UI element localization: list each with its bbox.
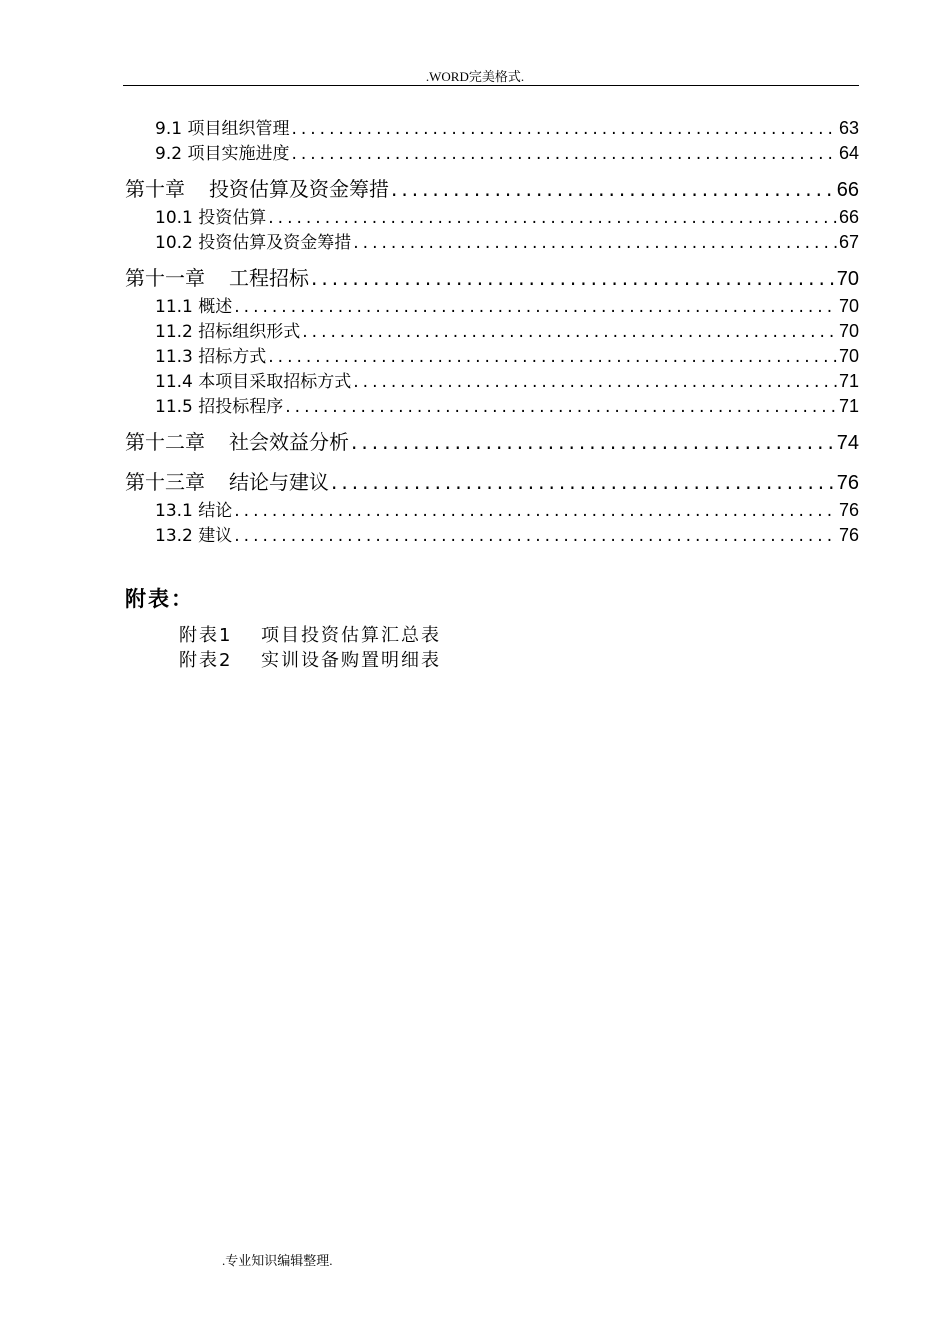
dot-leader [234,501,837,521]
dot-leader [353,372,837,392]
toc-entry-label: 11.2 招标组织形式 [155,322,301,342]
appendix-heading: 附表： [125,587,194,611]
toc-chapter-number: 第十二章 [125,430,205,454]
dot-leader [291,144,837,164]
toc-page-number: 70 [838,321,859,341]
toc-page-number: 66 [836,179,859,201]
toc-page-number: 70 [838,296,859,316]
toc-chapter-title: 投资估算及资金筹措 [209,177,389,201]
toc-chapter-title: 社会效益分析 [229,430,349,454]
toc-page-number: 76 [838,525,859,545]
toc-entry-label: 10.1 投资估算 [155,208,267,228]
appendix-item-number: 附表2 [179,650,233,671]
toc-page-number: 74 [836,432,859,454]
appendix-item-title: 实训设备购置明细表 [261,650,441,671]
table-of-contents [0,0,950,560]
toc-entry-label: 11.3 招标方式 [155,347,267,367]
toc-page-number: 71 [838,396,859,416]
toc-entry[interactable] [155,367,859,391]
toc-entry[interactable] [155,392,859,416]
toc-entry-label: 11.1 概述 [155,297,233,317]
appendix-item[interactable] [179,646,441,672]
toc-chapter-entry[interactable] [125,262,859,290]
dot-leader [391,177,835,201]
toc-entry[interactable] [155,521,859,545]
dot-leader [234,526,837,546]
dot-leader [234,297,837,317]
dot-leader [351,430,835,454]
toc-entry-label: 10.2 投资估算及资金筹措 [155,233,352,253]
toc-entry[interactable] [155,114,859,138]
toc-page-number: 71 [838,371,859,391]
toc-entry[interactable] [155,496,859,520]
dot-leader [353,233,837,253]
toc-page-number: 70 [836,268,859,290]
toc-entry[interactable] [155,292,859,316]
toc-page-number: 76 [838,500,859,520]
toc-entry[interactable] [155,317,859,341]
toc-entry-label: 9.2 项目实施进度 [155,144,290,164]
toc-chapter-entry[interactable] [125,173,859,201]
toc-page-number: 67 [838,232,859,252]
toc-entry[interactable] [155,228,859,252]
toc-page-number: 70 [838,346,859,366]
toc-entry-label: 11.5 招投标程序 [155,397,284,417]
toc-chapter-title: 工程招标 [229,266,309,290]
appendix-item-number: 附表1 [179,625,233,646]
toc-entry-label: 9.1 项目组织管理 [155,119,290,139]
toc-chapter-number: 第十一章 [125,266,205,290]
toc-entry-label: 13.2 建议 [155,526,233,546]
page-footer: .专业知识编辑整理. [222,1253,333,1268]
dot-leader [268,208,837,228]
toc-chapter-number: 第十三章 [125,470,205,494]
dot-leader [311,266,835,290]
toc-chapter-entry[interactable] [125,426,859,454]
toc-page-number: 66 [838,207,859,227]
toc-entry[interactable] [155,203,859,227]
toc-page-number: 64 [838,143,859,163]
toc-entry[interactable] [155,342,859,366]
toc-page-number: 63 [838,118,859,138]
toc-chapter-title: 结论与建议 [229,470,329,494]
appendix-item-title: 项目投资估算汇总表 [261,625,441,646]
page-header: .WORD完美格式. [425,69,525,84]
dot-leader [268,347,837,367]
toc-entry-label: 11.4 本项目采取招标方式 [155,372,352,392]
toc-entry[interactable] [155,139,859,163]
appendix-item[interactable] [179,621,441,647]
toc-entry-label: 13.1 结论 [155,501,233,521]
dot-leader [291,119,837,139]
dot-leader [285,397,837,417]
dot-leader [302,322,837,342]
toc-chapter-number: 第十章 [125,177,185,201]
toc-chapter-entry[interactable] [125,466,859,494]
dot-leader [331,470,835,494]
toc-page-number: 76 [836,472,859,494]
